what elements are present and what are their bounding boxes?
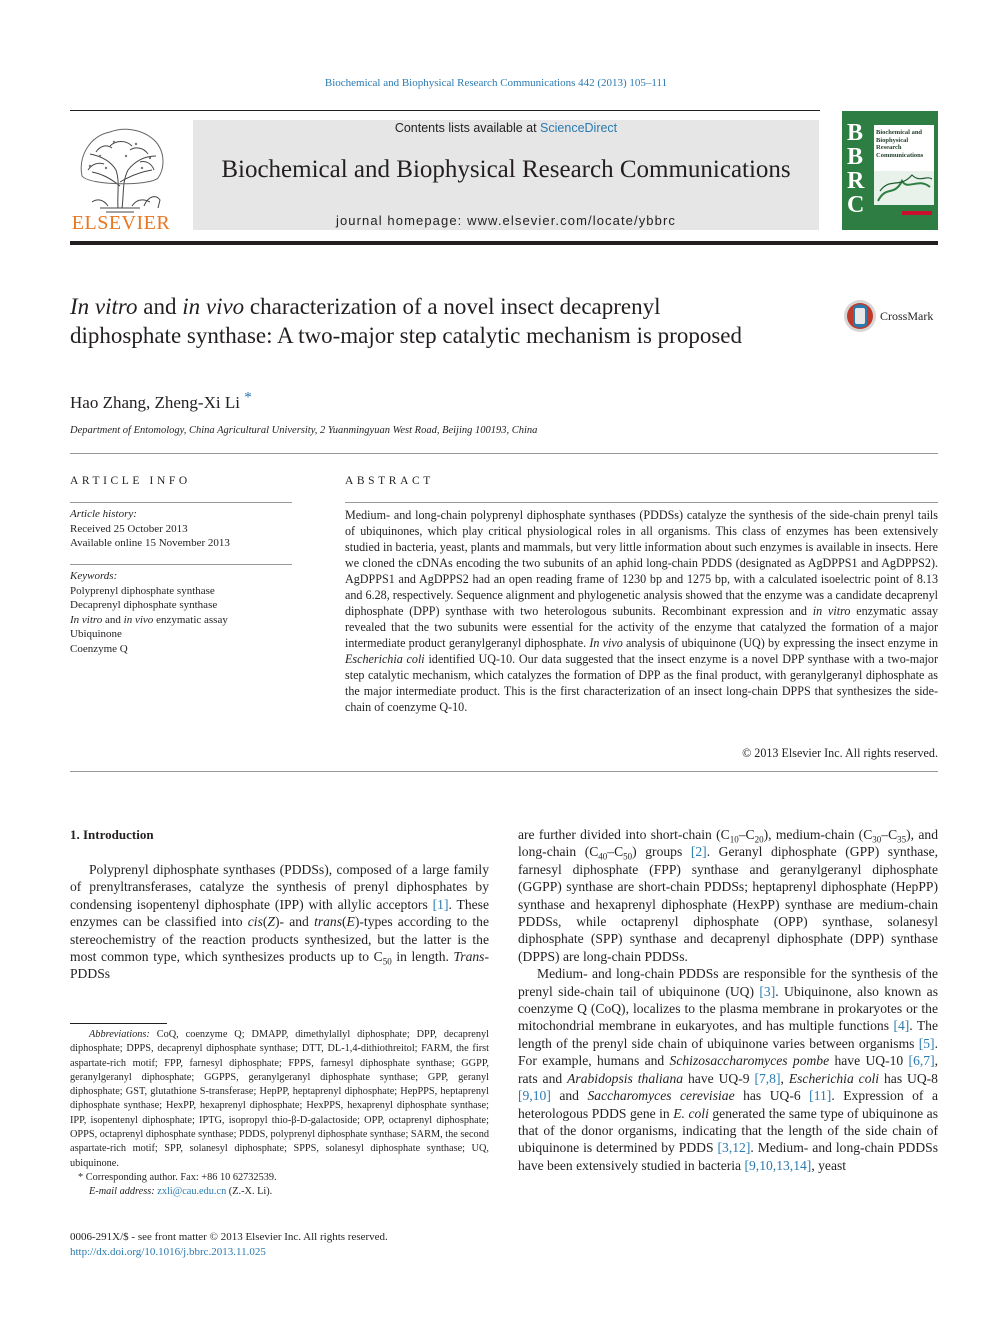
- text: has UQ-6: [734, 1088, 810, 1104]
- text: generated the same type of ubiquinone as that of the donor organisms, indicating that the length of the side chain of ubiquinone is determined by PDDS: [518, 1105, 938, 1156]
- article-info-heading: ARTICLE INFO: [70, 475, 191, 487]
- keyword-italic: In vitro: [70, 613, 103, 626]
- contents-line: [193, 121, 819, 135]
- paragraph: [518, 826, 938, 965]
- email-link[interactable]: zxli@cau.edu.cn: [157, 1186, 227, 1198]
- title-text: characterization of a novel insect decaprenyl diphosphate synthase: A two-major step catalytic mechanism is proposed: [70, 294, 742, 348]
- species-name: Escherichia coli: [788, 1070, 880, 1086]
- cover-letter: B: [847, 144, 864, 170]
- article-history: [70, 507, 292, 551]
- subscript: 40: [598, 852, 608, 863]
- text: . Medium- and long-chain PDDSs have been extensively studied in bacteria: [518, 1140, 939, 1173]
- text: . For example, humans and: [518, 1035, 938, 1069]
- divider: [70, 502, 292, 503]
- abbreviations-text: CoQ, coenzyme Q; DMAPP, dimethylallyl diphosphate; DPP, decaprenyl diphosphate; DPPS, decaprenyl diphosphate synthase; DTT, DL-1,4-dithiothreitol; FARM, the first aspartate-rich motif; FPP, farnesyl diphosphate; FPPS, farnesyl diphosphate synthase; GGPP, geranylgeranyl diphosphate; GGPPS, geranylgeranyl diphosphate synthase; GPP, geranyl diphosphate; GST, glutathione S-transferase; HepPP, heptaprenyl diphosphate; HepPPS, heptaprenyl diphosphate synthase; HexPP, hexaprenyl diphosphate; HexPPS, hexaprenyl diphosphate synthase; IPP, isopentenyl diphosphate; IPTG, isopropyl thio-β-D-galactoside; OPP, octaprenyl diphosphate; OPPS, octaprenyl diphosphate synthase; PDDS, polyprenyl diphosphate synthase; SARM, the second aspartate-rich motif; SPP, solanesyl diphosphate; SPPS, solanesyl diphosphate synthase; UQ, ubiquinone.: [70, 1029, 489, 1169]
- text: , yeast: [811, 1157, 847, 1173]
- keyword: Coenzyme Q: [70, 642, 128, 655]
- reference-link[interactable]: [9,10,13,14]: [744, 1157, 812, 1173]
- reference-link[interactable]: [3]: [759, 983, 776, 999]
- cover-letter: R: [847, 168, 865, 194]
- text-italic: Z: [267, 914, 275, 930]
- title-text: and: [137, 294, 183, 319]
- body-column-left: [70, 861, 489, 983]
- article-title: [70, 292, 770, 350]
- text: are further divided into short-chain (C: [518, 827, 730, 842]
- species-name: E. coli: [673, 1105, 709, 1121]
- journal-title: Biochemical and Biophysical Research Communications: [221, 156, 791, 183]
- author-names: Hao Zhang, Zheng-Xi Li: [70, 393, 240, 412]
- introduction-heading: 1. Introduction: [70, 827, 154, 842]
- journal-citation[interactable]: Biochemical and Biophysical Research Communications 442 (2013) 105–111: [324, 77, 668, 89]
- corresponding-text: Corresponding author. Fax: +86 10 62732539.: [83, 1171, 277, 1183]
- species-name: Saccharomyces cerevisiae: [587, 1088, 735, 1104]
- species-name: Arabidopsis thaliana: [567, 1070, 684, 1086]
- text: ,: [780, 1070, 789, 1086]
- abstract-italic: Escherichia coli: [345, 652, 425, 666]
- keyword: Ubiquinone: [70, 628, 122, 640]
- text-italic: cis: [247, 914, 263, 930]
- divider: [70, 771, 938, 772]
- abstract-segment: analysis of ubiquinone (UQ) by expressing the insect enzyme in: [622, 636, 938, 650]
- reference-link[interactable]: [1]: [432, 896, 449, 912]
- text: )- and: [274, 914, 315, 930]
- text: . The length of the prenyl side chain of ubiquinone varies between organisms: [518, 1018, 938, 1051]
- abstract-heading: ABSTRACT: [345, 475, 434, 487]
- footnote-star: *: [78, 1171, 84, 1183]
- authors: [70, 389, 252, 413]
- abstract-segment: Medium- and long-chain polyprenyl diphosphate synthases (PDDSs) catalyze the synthesis of the side-chain prenyl tails of ubiquinones, which play critical physiological roles in all organisms. This class of enzymes has been extensively studied in bacteria, yeast, plants and mammals, but very little information about such enzymes is available in insects. Here we cloned the cDNAs encoding the two subunits of an aphid long-chain PDDS (designated as AgDPPS1 and AgDPPS2). AgDPPS1 and AgDPPS2 had an open reading frame of 1230 bp and 1275 bp, with a calculated isoelectric point of 8.13 and 6.28, respectively. Sequence alignment and phylogenetic analysis showed that the enzyme was a candidate decaprenyl diphosphate (DPP) synthase with two heterologous subunits. Recombinant expression and: [345, 508, 938, 618]
- reference-link[interactable]: [9,10]: [518, 1088, 551, 1104]
- paragraph: [518, 965, 938, 1174]
- subscript: 35: [897, 834, 907, 845]
- contents-prefix: Contents lists available at: [394, 121, 541, 135]
- abstract-text: [345, 507, 938, 715]
- reference-link[interactable]: [11]: [809, 1088, 832, 1104]
- text: (: [262, 914, 268, 930]
- keywords: [70, 569, 292, 656]
- reference-link[interactable]: [3,12]: [717, 1140, 751, 1156]
- subscript: 50: [623, 852, 633, 863]
- email-label: E-mail address:: [89, 1186, 155, 1198]
- text: -PDDSs: [70, 949, 489, 982]
- subscript: 10: [729, 834, 739, 845]
- divider: [70, 453, 938, 454]
- affiliation: Department of Entomology, China Agricultural University, 2 Yuanmingyuan West Road, Beijing 100193, China: [70, 425, 538, 436]
- text: . Expression of a heterologous PDDS gene in: [518, 1088, 938, 1121]
- abstract-italic: in vitro: [812, 604, 851, 618]
- text: ), and long-chain (C: [518, 827, 938, 860]
- text-italic: Trans: [453, 949, 485, 965]
- text: have UQ-9: [683, 1070, 755, 1086]
- corresponding-footnote: [70, 1171, 489, 1185]
- title-italic: In vitro: [70, 294, 138, 319]
- text: in length.: [391, 949, 454, 965]
- text: has UQ-8: [879, 1070, 938, 1086]
- text: –C: [607, 844, 624, 860]
- email-footnote: [70, 1185, 489, 1199]
- paragraph: [70, 861, 489, 983]
- keyword: [70, 613, 292, 628]
- journal-cover-thumbnail: [842, 111, 938, 230]
- body-column-right: [518, 826, 938, 1174]
- text: Medium- and long-chain PDDSs are responsible for the synthesis of the prenyl side-chain tail of ubiquinone (UQ): [518, 966, 938, 999]
- abstract-copyright: © 2013 Elsevier Inc. All rights reserved.: [742, 746, 938, 760]
- reference-link[interactable]: [2]: [690, 844, 707, 860]
- cover-letter: B: [847, 120, 864, 146]
- text: ), medium-chain (C: [763, 827, 873, 842]
- text-italic: trans: [314, 914, 343, 930]
- header-bottom-rule: [70, 241, 938, 245]
- text: . These enzymes can be classified into: [70, 896, 489, 930]
- footnotes: [70, 1028, 489, 1200]
- text: Polyprenyl diphosphate synthases (PDDSs), composed of a large family of prenyltransferases, catalyze the synthesis of prenyl diphosphates by condensing isopentenyl diphosphate (IPP) with allylic acceptors: [70, 862, 489, 912]
- online-date: Available online 15 November 2013: [70, 537, 230, 549]
- divider: [345, 502, 938, 503]
- doi-link[interactable]: http://dx.doi.org/10.1016/j.bbrc.2013.11.025: [70, 1245, 266, 1258]
- issn-line: 0006-291X/$ - see front matter © 2013 Elsevier Inc. All rights reserved.: [70, 1231, 388, 1243]
- species-name: Schizosaccharomyces pombe: [669, 1053, 830, 1069]
- reference-link[interactable]: [6,7]: [908, 1053, 935, 1069]
- text: (: [342, 914, 347, 930]
- text: . Ubiquinone, also known as coenzyme Q (CoQ), localizes to the plasma membrane in prokaryotes or the mitochondrial membrane in eukaryotes, and has multiple functions: [518, 983, 938, 1034]
- history-label: Article history:: [70, 508, 137, 520]
- text: )-types according to the stereochemistry of the reaction products synthesized, but the latter is the most common type, which synthesizes products up to C: [70, 914, 489, 965]
- subscript: 20: [754, 834, 764, 845]
- subscript: 50: [382, 956, 392, 967]
- abstract-segment: identified UQ-10. Our data suggested that the insect enzyme is a novel DPP synthase with a two-major step catalytic mechanism, which catalyzes the formation of DPP as the final product, with geranylgeranyl diphosphate as the major intermediate product. This is the first characterization of an insect long-chain DPPS that synthesizes the side-chain of coenzyme Q-10.: [345, 652, 938, 714]
- abbreviations-footnote: [70, 1028, 489, 1171]
- sciencedirect-link[interactable]: ScienceDirect: [540, 121, 618, 135]
- cover-letter: C: [847, 192, 865, 218]
- abstract-segment: enzymatic assay revealed that the two subunits were essential for the activity of the enzyme that catalyzed the formation of a major intermediate product geranylgeranyl diphosphate.: [345, 604, 938, 650]
- abbreviations-label: Abbreviations:: [89, 1029, 150, 1040]
- keywords-label: Keywords:: [70, 570, 118, 582]
- text: and: [550, 1088, 588, 1104]
- reference-link[interactable]: [7,8]: [754, 1070, 781, 1086]
- cover-title: Biochemical and Biophysical Research Communications: [876, 129, 924, 159]
- keyword-italic: in vivo: [123, 613, 154, 626]
- keyword-text: enzymatic assay: [153, 613, 228, 626]
- issn-block: [70, 1230, 388, 1259]
- divider: [70, 564, 292, 565]
- reference-link[interactable]: [4]: [893, 1018, 910, 1034]
- header-top-rule: [70, 110, 820, 111]
- text: ) groups: [632, 844, 691, 860]
- text: . Geranyl diphosphate (GPP) synthase, farnesyl diphosphate (FPP) synthase and geranylgeranyl diphosphate (GGPP) synthase are short-chain PDDSs; heptaprenyl diphosphate (HepPP) synthase and hexaprenyl diphosphate (HexPP) synthase are medium-chain PDDSs, while octaprenyl diphosphate (OPP) synthase, solanesyl diphosphate (SPP) synthase and decaprenyl diphosphate (DPP) synthase (DPPS) are long-chain PDDSs.: [518, 844, 939, 964]
- received-date: Received 25 October 2013: [70, 522, 188, 535]
- text: , rats and: [518, 1053, 938, 1086]
- text: –C: [738, 827, 755, 842]
- footnote-rule: [70, 1023, 167, 1024]
- email-suffix: (Z.-X. Li).: [226, 1186, 273, 1198]
- keyword-text: and: [102, 613, 124, 626]
- text-italic: E: [346, 914, 355, 930]
- journal-homepage[interactable]: journal homepage: www.elsevier.com/locate/ybbrc: [335, 213, 676, 228]
- reference-link[interactable]: [5]: [918, 1035, 935, 1051]
- abstract-italic: In vivo: [589, 636, 623, 650]
- keyword: Polyprenyl diphosphate synthase: [70, 584, 215, 597]
- keyword: Decaprenyl diphosphate synthase: [70, 599, 218, 611]
- cover-letters: [847, 121, 875, 217]
- elsevier-wordmark: ELSEVIER: [71, 212, 171, 234]
- subscript: 30: [872, 834, 882, 845]
- title-italic: in vivo: [182, 294, 245, 319]
- corresponding-author-marker[interactable]: *: [244, 389, 252, 406]
- crossmark-label[interactable]: CrossMark: [880, 309, 934, 323]
- text: –C: [881, 827, 898, 842]
- text: have UQ-10: [829, 1053, 909, 1069]
